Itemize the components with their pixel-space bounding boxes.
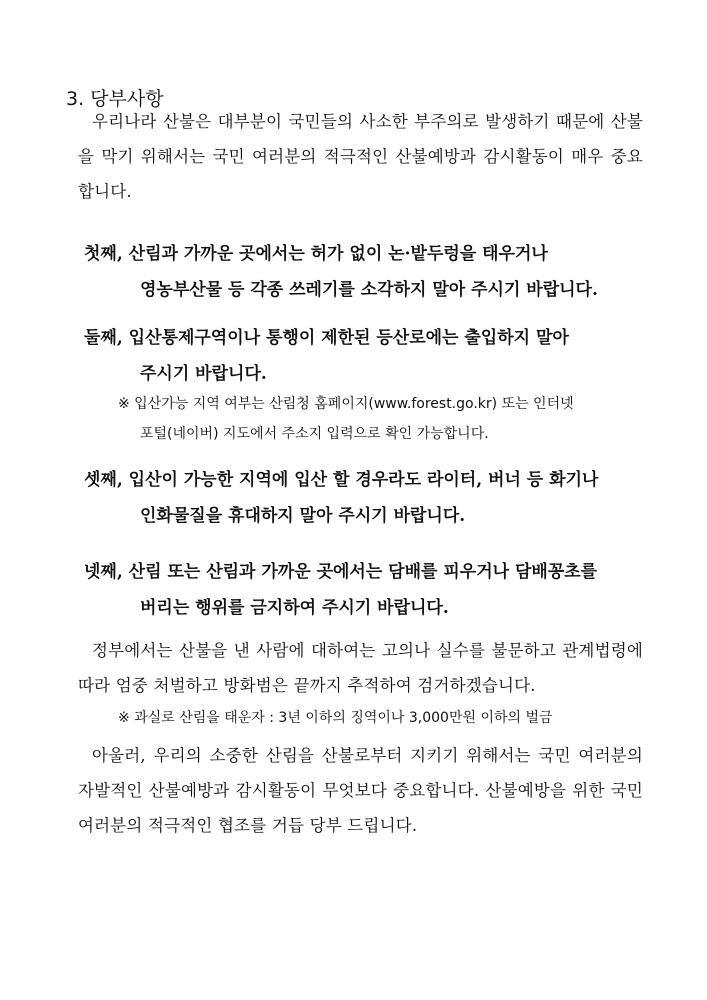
request-second <box>84 320 644 392</box>
request-second-line1: 둘째, 입산통제구역이나 통행이 제한된 등산로에는 출입하지 말아 <box>84 328 569 348</box>
request-fourth-line1: 넷째, 산림 또는 산림과 가까운 곳에서는 담배를 피우거나 담배꽁초를 <box>84 562 598 582</box>
request-first <box>84 236 644 308</box>
request-third-line2: 인화물질을 휴대하지 말아 주시기 바랍니다. <box>140 506 466 526</box>
access-note <box>118 389 648 449</box>
section-heading: 3. 당부사항 <box>66 88 164 110</box>
access-note-line2: 포털(네이버) 지도에서 주소지 입력으로 확인 가능합니다. <box>140 426 489 442</box>
access-note-line1: ※ 입산가능 지역 여부는 산림청 홈페이지(www.forest.go.kr) 또는 인터넷 <box>118 396 574 412</box>
intro-paragraph: 우리나라 산불은 대부분이 국민들의 사소한 부주의로 발생하기 때문에 산불을 막기 위해서는 국민 여러분의 적극적인 산불예방과 감시활동이 매우 중요합니다. <box>78 112 643 201</box>
request-fourth <box>84 554 644 626</box>
request-first-line1: 첫째, 산림과 가까운 곳에서는 허가 없이 논·밭두렁을 태우거나 <box>84 244 548 264</box>
penalty-paragraph: 정부에서는 산불을 낸 사람에 대하여는 고의나 실수를 불문하고 관계법령에 따라 엄중 처벌하고 방화범은 끝까지 추적하여 검거하겠습니다. <box>78 641 643 695</box>
request-second-line2: 주시기 바랍니다. <box>140 364 267 384</box>
request-fourth-line2: 버리는 행위를 금지하여 주시기 바랍니다. <box>140 598 449 618</box>
request-third-line1: 셋째, 입산이 가능한 지역에 입산 할 경우라도 라이터, 버너 등 화기나 <box>84 470 599 490</box>
penalty-note: ※ 과실로 산림을 태운자 : 3년 이하의 징역이나 3,000만원 이하의 벌금 <box>118 710 553 726</box>
closing-paragraph: 아울러, 우리의 소중한 산림을 산불로부터 지키기 위해서는 국민 여러분의 자발적인 산불예방과 감시활동이 무엇보다 중요합니다. 산불예방을 위한 국민 여러분의 적극적인 협조를 거듭 당부 드립니다. <box>78 746 643 835</box>
request-first-line2: 영농부산물 등 각종 쓰레기를 소각하지 말아 주시기 바랍니다. <box>140 280 598 300</box>
request-third <box>84 462 644 534</box>
